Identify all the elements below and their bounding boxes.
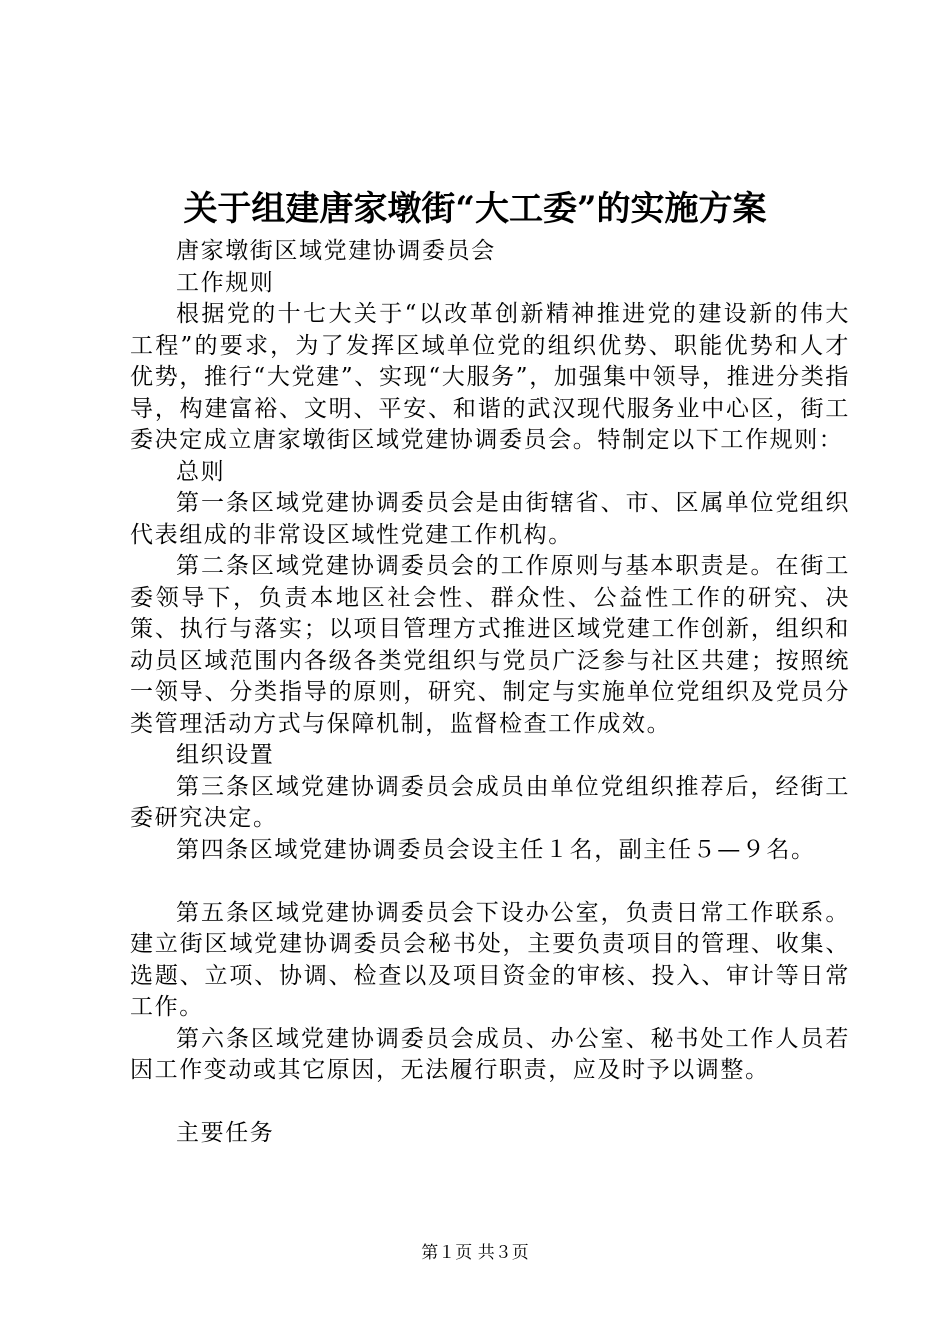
paragraph-gap [130,1087,850,1119]
paragraph-article-2: 第二条区域党建协调委员会的工作原则与基本职责是。在街工委领导下，负责本地区社会性、群众性、公益性工作的研究、决策、执行与落实；以项目管理方式推进区域党建工作创新，组织和动员区域范围内各级各类党组织与党员广泛参与社区共建；按照统一领导、分类指导的原则，研究、制定与实施单位党组织及党员分类管理活动方式与保障机制，监督检查工作成效。 [130,553,850,737]
paragraph-article-4: 第四条区域党建协调委员会设主任１名，副主任５—９名。 [176,836,816,863]
document-body [130,236,850,1150]
document-title: 关于组建唐家墩街“大工委”的实施方案 [183,189,767,229]
paragraph-article-1: 第一条区域党建协调委员会是由街辖省、市、区属单位党组织代表组成的非常设区域性党建工作机构。 [130,490,850,548]
paragraph-article-6: 第六条区域党建协调委员会成员、办公室、秘书处工作人员若因工作变动或其它原因，无法履行职责，应及时予以调整。 [130,1025,850,1083]
paragraph-rules-heading: 工作规则 [176,269,275,296]
section-heading-main-tasks: 主要任务 [176,1120,275,1146]
paragraph-committee-name: 唐家墩街区域党建协调委员会 [176,238,496,264]
paragraph-article-5: 第五条区域党建协调委员会下设办公室，负责日常工作联系。建立街区域党建协调委员会秘书处，主要负责项目的管理、收集、选题、立项、协调、检查以及项目资金的审核、投入、审计等日常工作。 [130,899,850,1020]
section-heading-organization: 组织设置 [176,742,275,768]
paragraph-article-3: 第三条区域党建协调委员会成员由单位党组织推荐后，经街工委研究决定。 [130,773,850,831]
paragraph-intro: 根据党的十七大关于“以改革创新精神推进党的建设新的伟大工程”的要求，为了发挥区域单位党的组织优势、职能优势和人才优势，推行“大党建”、实现“大服务”，加强集中领导，推进分类指导，构建富裕、文明、平安、和谐的武汉现代服务业中心区，街工委决定成立唐家墩街区域党建协调委员会。特制定以下工作规则： [130,301,850,453]
page-number-footer: 第１页 共３页 [421,1243,529,1263]
paragraph-gap [130,866,850,898]
section-heading-general: 总则 [176,458,226,485]
